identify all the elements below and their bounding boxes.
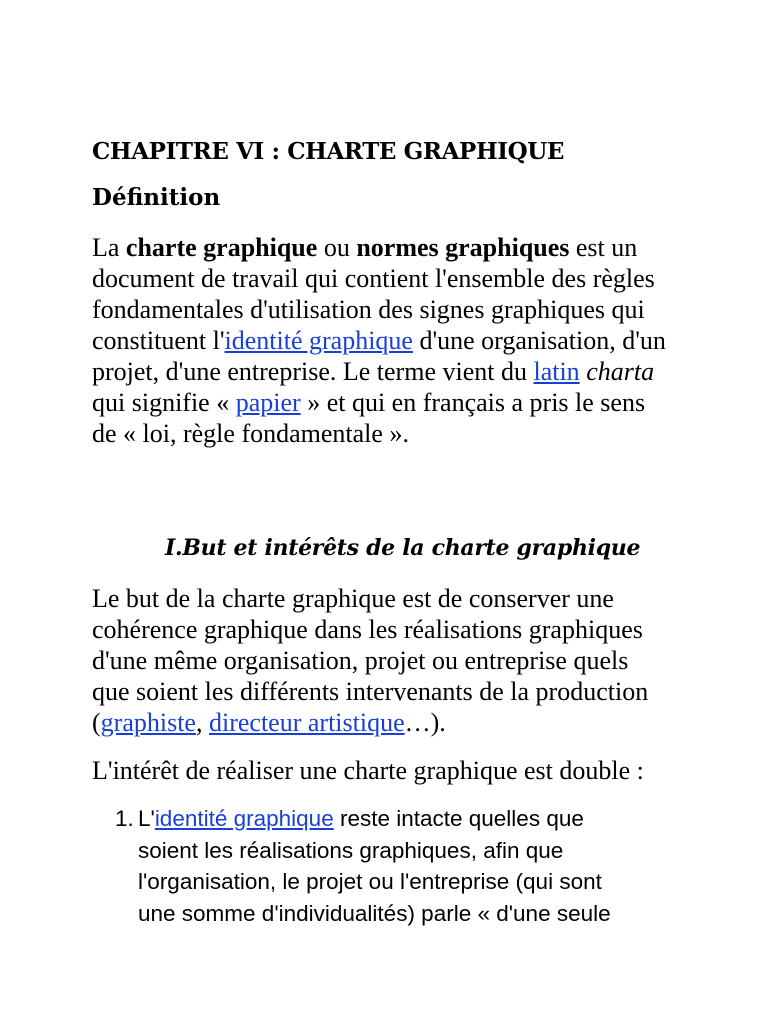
definition-paragraph: La charte graphique ou normes graphiques est un document de travail qui contient l'ensemble des règles fondamentales d'utilisation des signes graphiques qui constituent l'identité graphique d'une organisation, d'un projet, d'une entreprise. Le terme vient du latin charta qui signifie « papier » et qui en français a pris le sens de « loi, règle fondamentale ». [92, 233, 666, 448]
purpose-paragraph: Le but de la charte graphique est de conserver une cohérence graphique dans les réalisations graphiques d'une même organisation, projet ou entreprise quels que soient les différents intervenants de la production (graphiste, directeur artistique…). [92, 584, 649, 737]
term-normes-graphiques: normes graphiques [356, 233, 570, 262]
chapter-title: CHAPITRE VI : CHARTE GRAPHIQUE [92, 138, 565, 165]
section-title: I.But et intérêts de la charte graphique [165, 535, 641, 561]
link-identite-graphique[interactable]: identité graphique [224, 326, 413, 355]
term-charte-graphique: charte graphique [125, 233, 318, 262]
list-number: 1. [115, 806, 134, 831]
link-graphiste[interactable]: graphiste [100, 708, 196, 737]
definition-heading: Définition [92, 184, 221, 211]
link-identite-graphique-list[interactable]: identité graphique [154, 806, 334, 831]
interest-paragraph: L'intérêt de réaliser une charte graphique est double : [92, 756, 644, 785]
list-item: 1. L'identité graphique reste intacte quelles que [115, 803, 611, 835]
link-latin[interactable]: latin [533, 357, 580, 386]
link-directeur-artistique[interactable]: directeur artistique [208, 708, 405, 737]
numbered-list: 1. L'identité graphique reste intacte quelles que soient les réalisations graphiques, afin que l'organisation, le projet ou l'entreprise (qui sont une somme d'individualités) parle « d'une seule [115, 803, 611, 929]
term-charta: charta [586, 357, 655, 386]
link-papier[interactable]: papier [235, 388, 301, 417]
